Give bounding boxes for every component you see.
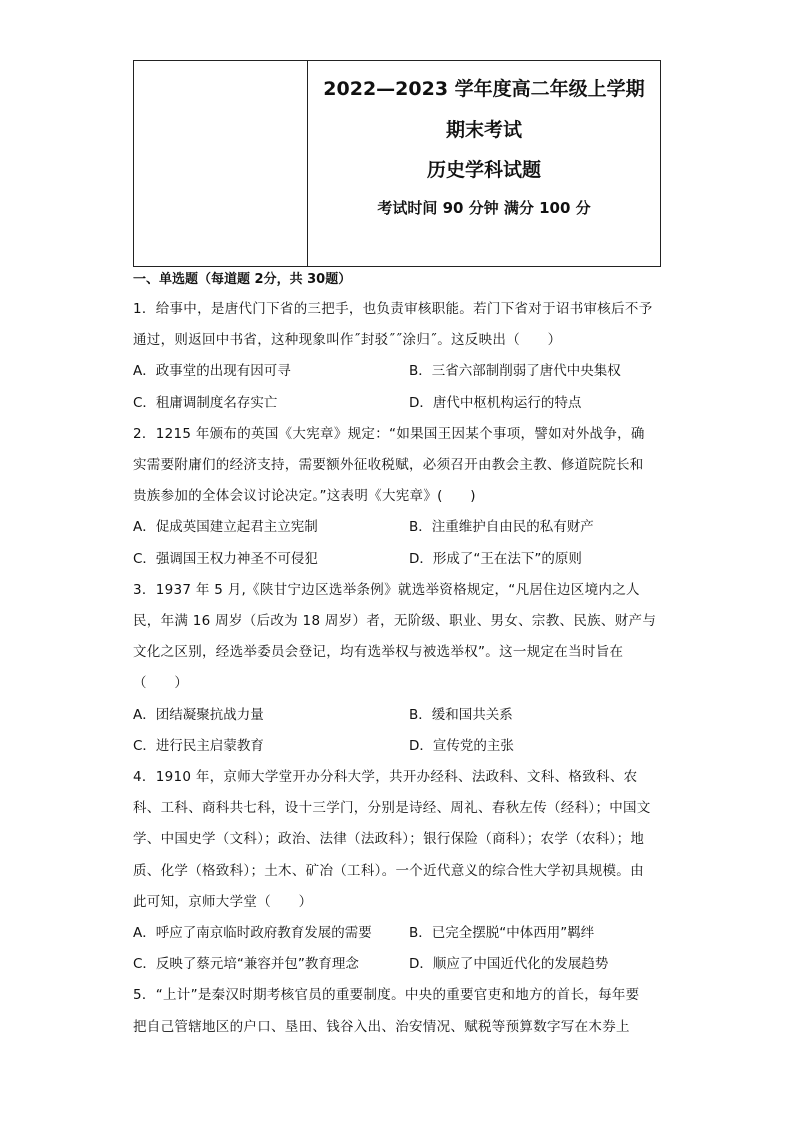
option-a[interactable]: A．呼应了南京临时政府教育发展的需要 [133, 925, 372, 942]
option-c[interactable]: C．进行民主启蒙教育 [133, 737, 264, 754]
exam-content [133, 268, 663, 1043]
section-title: 一、单选题（每道题 2分，共 30题） [133, 272, 352, 287]
question-5 [133, 980, 663, 1042]
option-c[interactable]: C．租庸调制度名存实亡 [133, 394, 278, 411]
question-line: 文化之区别，经选举委员会登记，均有选举权与被选举权”。这一规定在当时旨在 [133, 644, 624, 661]
question-options [133, 700, 663, 762]
question-line: 4．1910 年，京师大学堂开办分科大学，共开办经科、法政科、文科、格致科、农 [133, 769, 638, 786]
question-line: （ ） [133, 675, 189, 692]
exam-subject-title: 历史学科试题 [426, 159, 541, 181]
question-line: 2．1215 年颁布的英国《大宪章》规定：“如果国王因某个事项，譬如对外战争，确 [133, 425, 645, 442]
option-c[interactable]: C．反映了蔡元培“兼容并包”教育理念 [133, 956, 359, 973]
option-a[interactable]: A．促成英国建立起君主立宪制 [133, 519, 318, 536]
question-line: 把自己管辖地区的户口、垦田、钱谷入出、治安情况、赋税等预算数字写在木券上 [133, 1018, 630, 1035]
option-b[interactable]: B．三省六部制削弱了唐代中央集权 [409, 363, 621, 380]
question-line: 实需要附庸们的经济支持，需要额外征收税赋，必须召开由教会主教、修道院院长和 [133, 457, 644, 474]
question-options [133, 918, 663, 980]
option-b[interactable]: B．缓和国共关系 [409, 706, 513, 723]
option-d[interactable]: D．顺应了中国近代化的发展趋势 [409, 956, 609, 973]
question-line: 此可知，京师大学堂（ ） [133, 893, 313, 910]
exam-title-line-1: 2022—2023 学年度高二年级上学期 [323, 78, 645, 100]
option-b[interactable]: B．注重维护自由民的私有财产 [409, 519, 594, 536]
option-a[interactable]: A．团结凝聚抗战力量 [133, 706, 264, 723]
question-line: 贵族参加的全体会议讨论决定。”这表明《大宪章》( ) [133, 488, 476, 505]
question-options [133, 356, 663, 418]
exam-time-and-score: 考试时间 90 分钟 满分 100 分 [377, 199, 591, 217]
question-line: 1．给事中，是唐代门下省的三把手，也负责审核职能。若门下省对于诏书审核后不予 [133, 301, 653, 317]
question-options [133, 512, 663, 574]
option-d[interactable]: D．宣传党的主张 [409, 737, 514, 754]
question-line: 3．1937 年 5 月,《陕甘宁边区选举条例》就选举资格规定，“凡居住边区境内之人 [133, 581, 640, 598]
question-line: 5．“上计”是秦汉时期考核官员的重要制度。中央的重要官吏和地方的首长，每年要 [133, 987, 640, 1004]
exam-title-line-2: 期末考试 [445, 119, 522, 141]
question-4 [133, 762, 663, 980]
question-2 [133, 419, 663, 575]
question-line: 民，年满 16 周岁（后改为 18 周岁）者，无阶级、职业、男女、宗教、民族、财产与 [133, 613, 657, 630]
option-d[interactable]: D．唐代中枢机构运行的特点 [409, 394, 582, 411]
option-b[interactable]: B．已完全摆脱“中体西用”羁绊 [409, 925, 595, 942]
header-title-cell [308, 61, 660, 266]
question-line: 质、化学（格致科）；土木、矿冶（工科）。一个近代意义的综合性大学初具规模。由 [133, 862, 644, 879]
option-c[interactable]: C．强调国王权力神圣不可侵犯 [133, 550, 318, 567]
question-line: 学、中国史学（文科）；政治、法律（法政科）；银行保险（商科）；农学（农科）；地 [133, 831, 645, 848]
question-line: 科、工科、商科共七科，设十三学门，分别是诗经、周礼、春秋左传（经科）；中国文 [133, 800, 651, 817]
header-blank-cell [134, 61, 308, 266]
option-d[interactable]: D．形成了“王在法下”的原则 [409, 550, 582, 567]
exam-header-table [133, 60, 661, 267]
question-line: 通过，则返回中书省，这种现象叫作˝封驳˝˝涂归˝。这反映出（ ） [133, 332, 562, 349]
question-1 [133, 294, 663, 419]
question-3 [133, 575, 663, 762]
option-a[interactable]: A．政事堂的出现有因可寻 [133, 363, 291, 380]
